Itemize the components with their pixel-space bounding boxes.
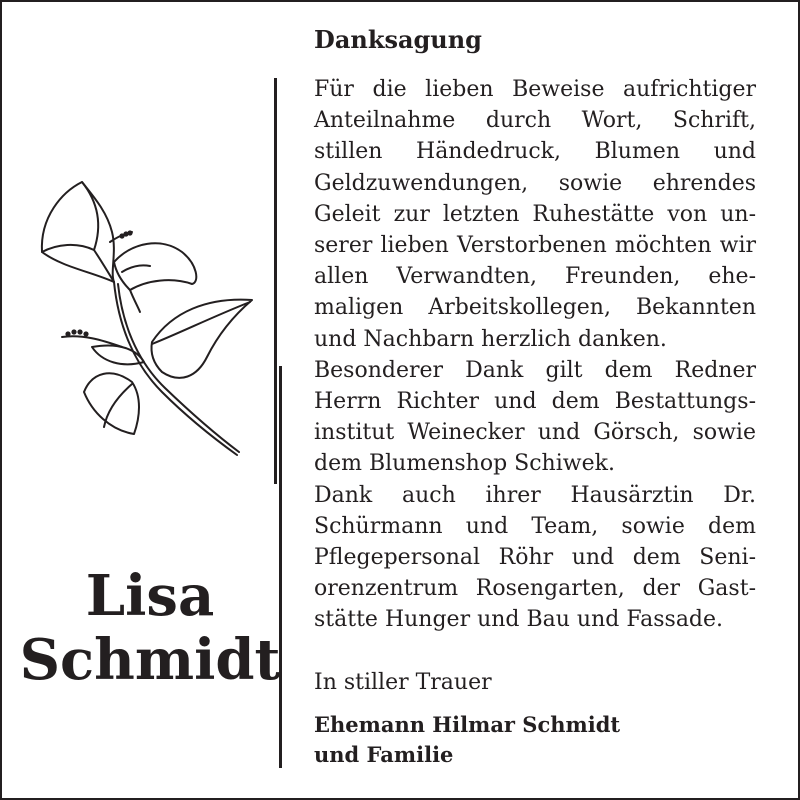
paragraph-special-thanks: Besonderer Dank gilt dem Redner Herrn Richter und dem Bestattungsinstitut Weinecker und Görsch, sowie dem Blumenshop Schiwek. [314,357,756,477]
closing-line: In stiller Trauer [314,670,492,695]
paragraph-doctor-thanks: Dank auch ihrer Hausärztin Dr. Schürmann und Team, sowie dem Pflegepersonal Röhr und dem Seniorenzentrum Rosengarten, der Gaststätte Hunger und Bau und Fassade. [314,482,756,633]
paragraph-thanks: Für die lieben Beweise aufrichtiger Anteilnahme durch Wort, Schrift, stillen Händedruck, Blumen und Geldzuwendungen, sowie ehrendes Geleit zur letzten Ruhestätte von unserer lieben Verstorbenen möchten wir allen Verwandten, Freunden, ehemaligen Arbeitskollegen, Bekannten und Nachbarn herzlich danken. [314,77,756,352]
notice-heading: Danksagung [314,25,482,54]
signature-line-1: Ehemann Hilmar Schmidt [314,712,621,737]
deceased-last-name: Schmidt [19,627,281,693]
divider-line-top [274,78,277,484]
calla-lily-icon [22,172,262,472]
deceased-first-name: Lisa [85,563,215,629]
deceased-name [2,564,298,692]
signature-block [314,710,620,770]
notice-body [314,74,756,636]
signature-line-2: und Familie [314,742,454,767]
